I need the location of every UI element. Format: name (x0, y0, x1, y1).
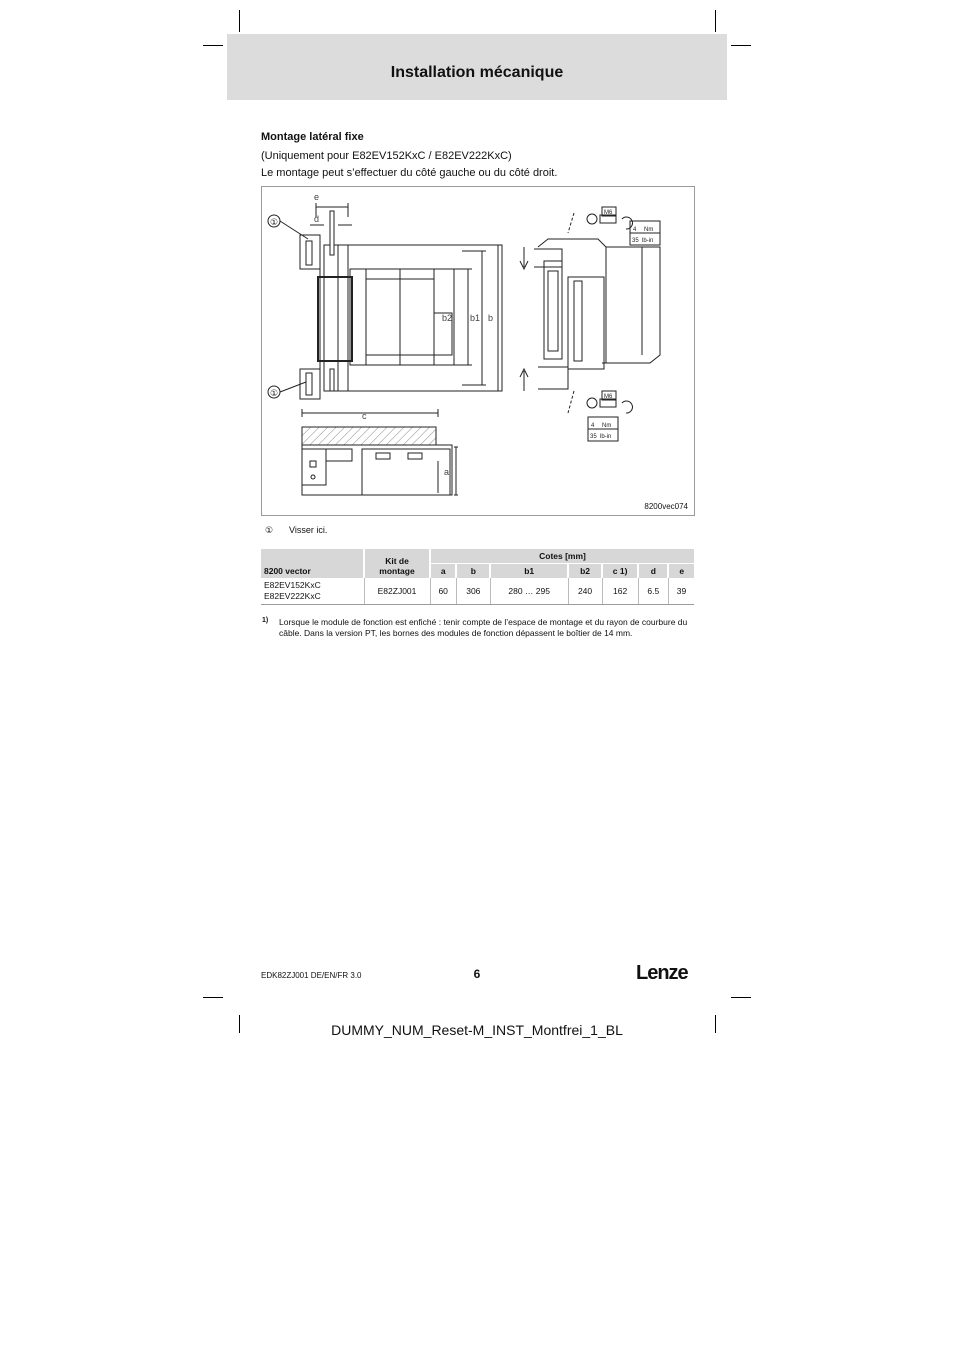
kit-cell: E82ZJ001 (364, 578, 430, 605)
footnote-text: Lorsque le module de fonction est enfiché : tenir compte de l’espace de montage et du rayon de courbure du câble. Dans la version PT, les bornes des modules de fonction dépassent le boîtier de 14 mm. (279, 617, 688, 638)
col-kit-header: Kit de montage (364, 549, 430, 578)
dim-header-e: e (668, 564, 694, 579)
dim-header-b1: b1 (490, 564, 568, 579)
page-title: Installation mécanique (390, 64, 564, 81)
body-text-line-2: Le montage peut s’effectuer du côté gauche ou du côté droit. (261, 167, 558, 179)
model-cell (261, 578, 364, 605)
dim-header-c: c 1) (602, 564, 638, 579)
dim-header-d: d (638, 564, 668, 579)
dim-label-b2: b2 (442, 313, 453, 323)
value-b1: 280 … 295 (490, 578, 568, 605)
dim-label-d: d (314, 214, 320, 224)
dim-label-b: b (488, 313, 494, 323)
crop-mark (731, 997, 751, 998)
dim-label-c: c (362, 411, 367, 421)
crop-mark (203, 45, 223, 46)
value-c: 162 (602, 578, 638, 605)
legend-number: ① (265, 525, 274, 535)
value-e: 39 (668, 578, 694, 605)
torque-top-unit1: Nm (644, 227, 654, 233)
table-row (261, 578, 694, 605)
dim-header-b2: b2 (568, 564, 602, 579)
col-model-header: 8200 vector (261, 549, 364, 578)
dim-label-b1: b1 (470, 313, 481, 323)
torque-top-value2: 35 (632, 238, 639, 244)
torque-bottom-value2: 35 (590, 434, 597, 440)
crop-mark (715, 10, 716, 32)
dimensions-group-header: Cotes [mm] (430, 549, 694, 564)
torque-top-unit2: lb-in (642, 238, 654, 244)
footnote-mark: 1) (262, 617, 269, 624)
dim-label-e: e (314, 192, 320, 202)
dim-label-a: a (444, 467, 450, 477)
section-title: Montage latéral fixe (261, 131, 364, 143)
crop-mark (239, 10, 240, 32)
mounting-drawing (262, 187, 694, 515)
figure-code: 8200vec074 (644, 502, 688, 511)
torque-bottom-screw: M6 (604, 394, 613, 400)
legend-text: Visser ici. (289, 525, 328, 535)
callout-top: ① (270, 217, 279, 227)
crop-mark (731, 45, 751, 46)
crop-mark (203, 997, 223, 998)
header-band (227, 34, 727, 100)
torque-bottom-unit1: Nm (602, 423, 612, 429)
torque-top-screw: M6 (604, 210, 613, 216)
torque-bottom-unit2: lb-in (600, 434, 612, 440)
body-text-line-1: (Uniquement pour E82EV152KxC / E82EV222KxC) (261, 150, 512, 162)
dimensions-table (261, 549, 694, 605)
torque-bottom-value1: 4 (591, 423, 595, 429)
value-b2: 240 (568, 578, 602, 605)
value-a: 60 (430, 578, 456, 605)
lenze-logo: Lenze (636, 962, 688, 984)
callout-bottom: ① (270, 388, 279, 398)
model-2: E82EV222KxC (264, 591, 321, 601)
page-number: 6 (473, 967, 481, 981)
document-id: EDK82ZJ001 DE/EN/FR 3.0 (261, 971, 362, 980)
value-d: 6.5 (638, 578, 668, 605)
model-1: E82EV152KxC (264, 580, 321, 590)
torque-top-value1: 4 (633, 227, 637, 233)
dummy-label: DUMMY_NUM_Reset-M_INST_Montfrei_1_BL (331, 1022, 623, 1038)
dim-header-a: a (430, 564, 456, 579)
value-b: 306 (456, 578, 490, 605)
dim-header-b: b (456, 564, 490, 579)
mounting-figure (261, 186, 695, 516)
